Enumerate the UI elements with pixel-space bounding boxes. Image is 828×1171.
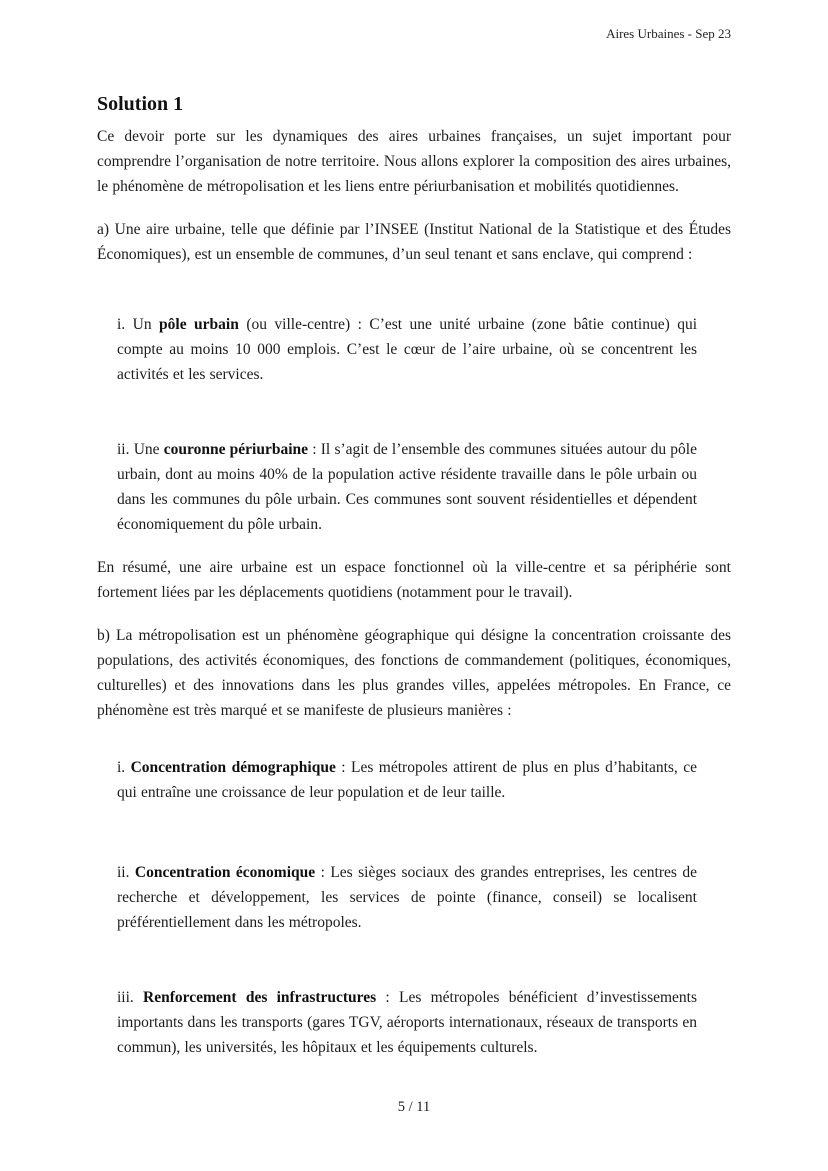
page-header	[97, 26, 731, 42]
item-text: : Les métropoles bénéficient d’investissements importants dans les transports (gares TGV, aéroports internationaux, réseaux de transports en commun), les universités, les hôpitaux et les équipements culturels.	[117, 989, 698, 1056]
list-item-concentration-demographique	[117, 755, 697, 805]
paragraph-section-a-summary: En résumé, une aire urbaine est un espace fonctionnel où la ville-centre et sa périphérie sont fortement liées par les déplacements quotidiens (notamment pour le travail).	[97, 559, 731, 601]
list-item-concentration-economique	[117, 860, 697, 935]
header-text: Aires Urbaines - Sep 23	[606, 26, 731, 41]
item-text: : Les métropoles attirent de plus en plus d’habitants, ce qui entraîne une croissance de leur population et de leur taille.	[117, 759, 697, 801]
page-number: 5 / 11	[397, 1099, 431, 1115]
item-prefix: ii. Une	[117, 441, 164, 458]
item-prefix: ii.	[117, 864, 135, 881]
list-item-pole-urbain	[117, 312, 697, 387]
item-term: Renforcement des infrastructures	[143, 989, 377, 1006]
paragraph-intro: Ce devoir porte sur les dynamiques des aires urbaines françaises, un sujet important pour comprendre l’organisation de notre territoire. Nous allons explorer la composition des aires urbaines, le phénomène de métropolisation et les liens entre périurbanisation et mobilités quotidiennes.	[97, 128, 731, 195]
item-prefix: i. Un	[117, 316, 160, 333]
item-prefix: iii.	[117, 989, 144, 1006]
item-term: Concentration économique	[134, 864, 316, 881]
page-footer	[0, 1095, 828, 1120]
item-text: (ou ville-centre) : C’est une unité urbaine (zone bâtie continue) qui compte au moins 10 000 emplois. C’est le cœur de l’aire urbaine, où se concentrent les activités et les services.	[117, 316, 698, 383]
item-term: Concentration démographique	[130, 759, 336, 776]
item-term: couronne périurbaine	[163, 441, 309, 458]
page-title: Solution 1	[97, 93, 184, 115]
list-item-renforcement-infrastructures	[117, 985, 697, 1060]
list-item-couronne-periurbaine	[117, 437, 697, 537]
item-prefix: i.	[117, 759, 131, 776]
paragraph-section-b-lead: b) La métropolisation est un phénomène géographique qui désigne la concentration croissante des populations, des activités économiques, des fonctions de commandement (politiques, économiques, culturelles) et des innovations dans les plus grandes villes, appelées métropoles. En France, ce phénomène est très marqué et se manifeste de plusieurs manières :	[97, 627, 731, 719]
item-text: : Les sièges sociaux des grandes entreprises, les centres de recherche et développement, les services de pointe (finance, conseil) se localisent préférentiellement dans les métropoles.	[117, 864, 697, 931]
item-text: : Il s’agit de l’ensemble des communes situées autour du pôle urbain, dont au moins 40% de la population active résidente travaille dans le pôle urbain ou dans les communes du pôle urbain. Ces communes sont souvent résidentielles et dépendent économiquement du pôle urbain.	[117, 441, 697, 533]
paragraph-section-a-lead: a) Une aire urbaine, telle que définie par l’INSEE (Institut National de la Statistique et des Études Économiques), est un ensemble de communes, d’un seul tenant et sans enclave, qui comprend :	[97, 221, 731, 263]
item-term: pôle urbain	[159, 316, 239, 333]
